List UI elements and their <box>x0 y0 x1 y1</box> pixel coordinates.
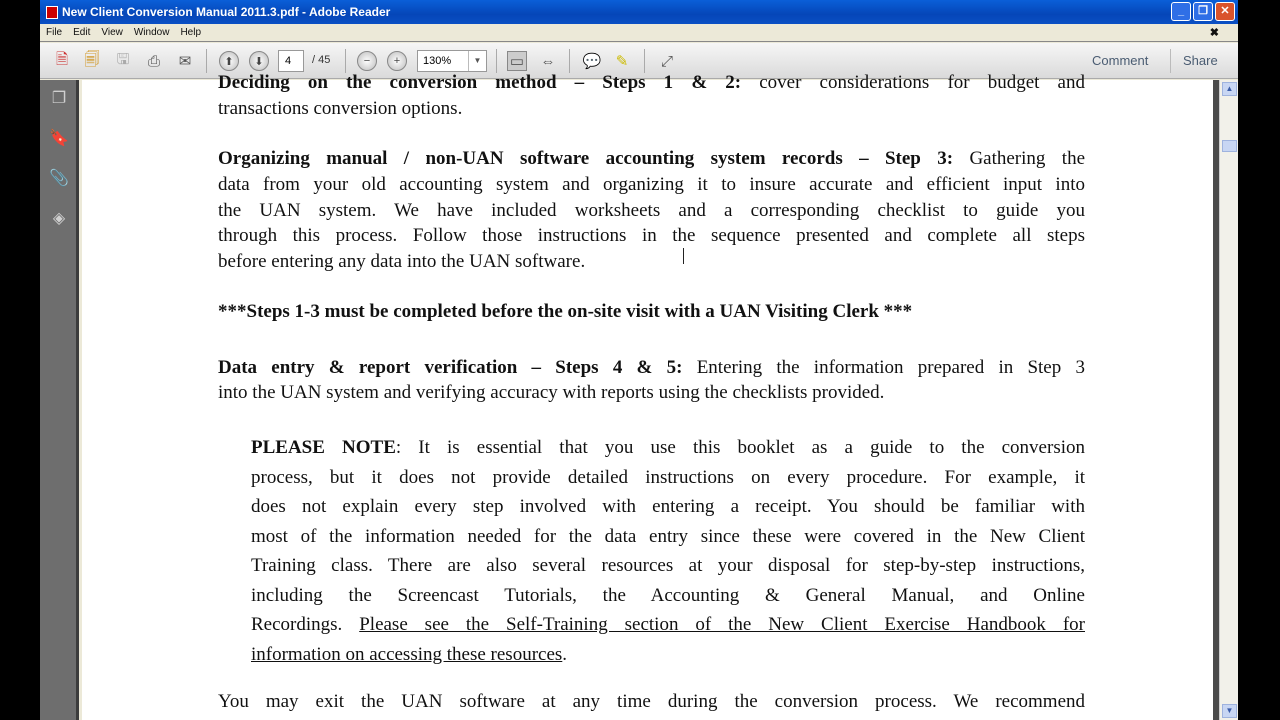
text-segment: You may exit the UAN software at any time during the conversion process. We recommend <box>218 691 1085 712</box>
pages-icon[interactable]: ❐ <box>51 90 67 107</box>
separator <box>206 49 207 73</box>
chevron-down-icon[interactable]: ▼ <box>468 51 486 71</box>
fit-page-icon[interactable]: ▭ <box>507 51 527 71</box>
bold-text: Deciding on the conversion method – Steps 1 & 2: <box>218 72 742 93</box>
full-screen-icon[interactable]: ⤢ <box>660 52 673 70</box>
text-line <box>218 71 1085 95</box>
vertical-scrollbar[interactable] <box>1219 80 1238 720</box>
text-line <box>218 147 1085 171</box>
scroll-thumb[interactable] <box>1222 140 1237 152</box>
bold-text: Data entry & report verification – Steps 4 & 5: <box>218 357 683 378</box>
text-line <box>251 436 1085 460</box>
save-icon[interactable]: 🖫 <box>116 50 130 68</box>
menu-bar <box>40 24 1238 42</box>
previous-page-icon[interactable]: ⬆ <box>219 51 239 71</box>
bookmarks-icon[interactable]: 🔖 <box>49 130 69 147</box>
separator <box>1170 49 1171 73</box>
close-document-icon[interactable]: ✖ <box>1209 27 1219 39</box>
text-line <box>218 356 1085 380</box>
zoom-in-icon[interactable]: + <box>387 51 407 71</box>
text-segment: including the Screencast Tutorials, the Accounting & General Manual, and Online <box>251 585 1085 606</box>
close-button[interactable]: ✕ <box>1215 2 1235 21</box>
share-button[interactable]: Share <box>1183 53 1218 68</box>
text-line <box>251 554 1085 578</box>
text-segment: : It is essential that you use this booklet as a guide to the conversion <box>395 437 1085 458</box>
text-segment: through this process. Follow those instructions in the sequence presented and complete all steps <box>218 225 1085 246</box>
menu-view[interactable]: View <box>101 27 123 38</box>
text-segment: the UAN system. We have included worksheets and a corresponding checklist to guide you <box>218 200 1085 221</box>
sticky-note-icon[interactable]: 💬 <box>582 53 602 70</box>
email-icon[interactable]: ✉ <box>178 53 192 70</box>
separator <box>569 49 570 73</box>
text-segment: cover considerations for budget and <box>741 72 1085 93</box>
navigation-pane <box>40 80 79 720</box>
zoom-select[interactable] <box>417 50 487 72</box>
menu-edit[interactable]: Edit <box>73 27 91 38</box>
scroll-down-icon[interactable]: ▼ <box>1222 704 1237 718</box>
layers-icon[interactable]: ◈ <box>52 210 66 227</box>
next-page-icon[interactable]: ⬇ <box>249 51 269 71</box>
text-line <box>218 224 1085 248</box>
separator <box>644 49 645 73</box>
title-bar <box>40 0 1238 24</box>
text-line <box>251 613 1085 637</box>
scroll-up-icon[interactable]: ▲ <box>1222 82 1237 96</box>
underlined-text: information on accessing these resources <box>251 644 563 665</box>
text-line <box>218 173 1085 197</box>
text-segment: . <box>562 644 568 665</box>
text-segment: transactions conversion options. <box>218 98 463 119</box>
zoom-out-icon[interactable]: − <box>357 51 377 71</box>
text-line <box>251 525 1085 549</box>
pdf-app-icon <box>46 6 58 19</box>
print-icon[interactable]: ⎙ <box>147 52 160 70</box>
window-title: New Client Conversion Manual 2011.3.pdf - Adobe Reader <box>62 5 391 19</box>
text-line <box>251 643 567 667</box>
highlight-icon[interactable]: ✎ <box>615 53 629 70</box>
page-count: / 45 <box>312 54 331 66</box>
bold-text: Organizing manual / non-UAN software accounting system records – Step 3: <box>218 148 954 169</box>
attachments-icon[interactable]: 📎 <box>49 170 69 187</box>
text-line <box>218 199 1085 223</box>
separator <box>345 49 346 73</box>
text-segment: before entering any data into the UAN software. <box>218 251 586 272</box>
text-segment: does not explain every step involved with entering a receipt. You should be familiar with <box>251 496 1085 517</box>
text-segment: Gathering the <box>953 148 1085 169</box>
text-line <box>218 300 912 324</box>
menu-window[interactable]: Window <box>133 27 170 38</box>
text-segment: Recordings. <box>251 614 360 635</box>
underlined-text: Please see the Self-Training section of the New Client Exercise Handbook for <box>359 614 1085 635</box>
separator <box>496 49 497 73</box>
text-line <box>218 250 585 274</box>
comment-button[interactable]: Comment <box>1092 53 1149 68</box>
text-segment: Training class. There are also several resources at your disposal for step-by-step instructions, <box>251 555 1085 576</box>
text-cursor-icon <box>683 248 688 264</box>
text-line <box>218 97 462 121</box>
menu-file[interactable]: File <box>46 27 63 38</box>
text-line <box>218 381 884 405</box>
bold-text: ***Steps 1-3 must be completed before the on-site visit with a UAN Visiting Clerk *** <box>218 301 913 322</box>
text-segment: data from your old accounting system and organizing it to insure accurate and efficient input into <box>218 174 1085 195</box>
minimize-button[interactable]: _ <box>1171 2 1191 21</box>
text-line <box>251 466 1085 490</box>
fit-width-icon[interactable]: ⇔ <box>540 52 556 70</box>
zoom-value: 130% <box>423 55 452 67</box>
open-icon[interactable]: 🗐 <box>84 50 100 68</box>
create-pdf-icon[interactable]: 🗎 <box>55 50 69 68</box>
text-segment: process, but it does not provide detailed instructions on every procedure. For example, it <box>251 467 1085 488</box>
text-line <box>251 584 1085 608</box>
text-segment: into the UAN system and verifying accuracy with reports using the checklists provided. <box>218 382 885 403</box>
menu-help[interactable]: Help <box>180 27 202 38</box>
text-line <box>251 495 1085 519</box>
text-segment: most of the information needed for the data entry since these were covered in the New Client <box>251 526 1085 547</box>
bold-text: PLEASE NOTE <box>251 437 396 458</box>
text-segment: Entering the information prepared in Step 3 <box>682 357 1085 378</box>
page-number-input[interactable]: 4 <box>278 50 304 72</box>
text-line <box>218 690 1085 714</box>
restore-button[interactable]: ❐ <box>1193 2 1213 21</box>
